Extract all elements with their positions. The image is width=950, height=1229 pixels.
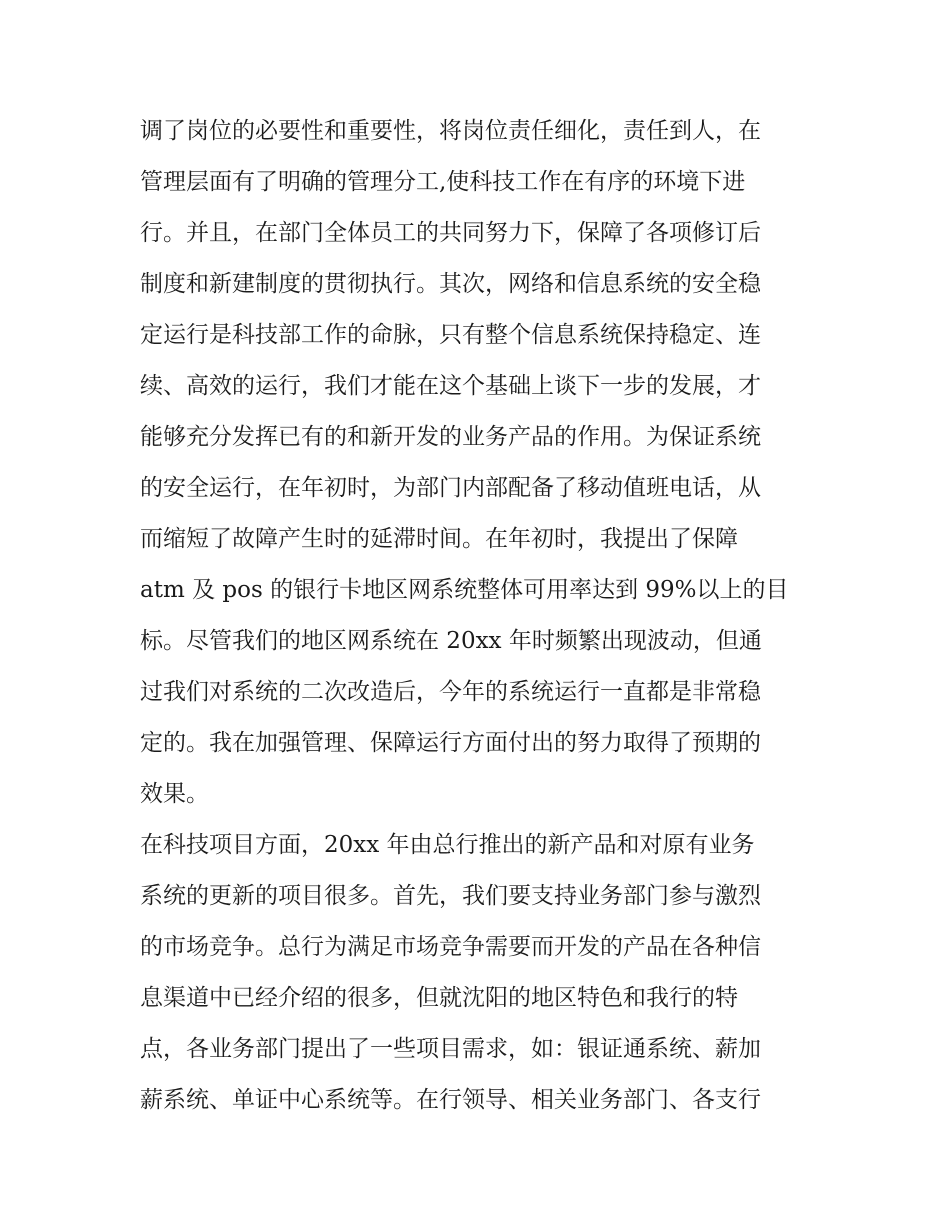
document-body: [140, 106, 812, 1126]
text-line: 续、高效的运行，我们才能在这个基础上谈下一步的发展，才: [140, 373, 761, 399]
text-line: 点，各业务部门提出了一些项目需求，如：银证通系统、薪加: [140, 1036, 761, 1062]
text-line: 系统的更新的项目很多。首先，我们要支持业务部门参与激烈: [140, 883, 761, 909]
text-line: 标。尽管我们的地区网系统在 20xx 年时频繁出现波动，但通: [140, 628, 762, 654]
text-line: 薪系统、单证中心系统等。在行领导、相关业务部门、各支行: [140, 1087, 761, 1113]
text-line: 定运行是科技部工作的命脉，只有整个信息系统保持稳定、连: [140, 322, 761, 348]
text-line: 能够充分发挥已有的和新开发的业务产品的作用。为保证系统: [140, 424, 761, 450]
text-line: 行。并且，在部门全体员工的共同努力下，保障了各项修订后: [140, 220, 761, 246]
text-line: 而缩短了故障产生时的延滞时间。在年初时，我提出了保障: [140, 526, 738, 552]
text-line: 调了岗位的必要性和重要性，将岗位责任细化，责任到人，在: [140, 118, 761, 144]
text-line: 在科技项目方面，20xx 年由总行推出的新产品和对原有业务: [140, 832, 755, 858]
text-line: 效果。: [140, 781, 209, 807]
text-line: 的市场竞争。总行为满足市场竞争需要而开发的产品在各种信: [140, 934, 761, 960]
text-line: 的安全运行，在年初时，为部门内部配备了移动值班电话，从: [140, 475, 761, 501]
text-line: 管理层面有了明确的管理分工,使科技工作在有序的环境下进: [140, 169, 746, 195]
text-line: atm 及 pos 的银行卡地区网系统整体可用率达到 99%以上的目: [140, 577, 789, 603]
text-line: 制度和新建制度的贯彻执行。其次，网络和信息系统的安全稳: [140, 271, 761, 297]
text-line: 息渠道中已经介绍的很多，但就沈阳的地区特色和我行的特: [140, 985, 738, 1011]
text-line: 过我们对系统的二次改造后，今年的系统运行一直都是非常稳: [140, 679, 761, 705]
text-line: 定的。我在加强管理、保障运行方面付出的努力取得了预期的: [140, 730, 761, 756]
